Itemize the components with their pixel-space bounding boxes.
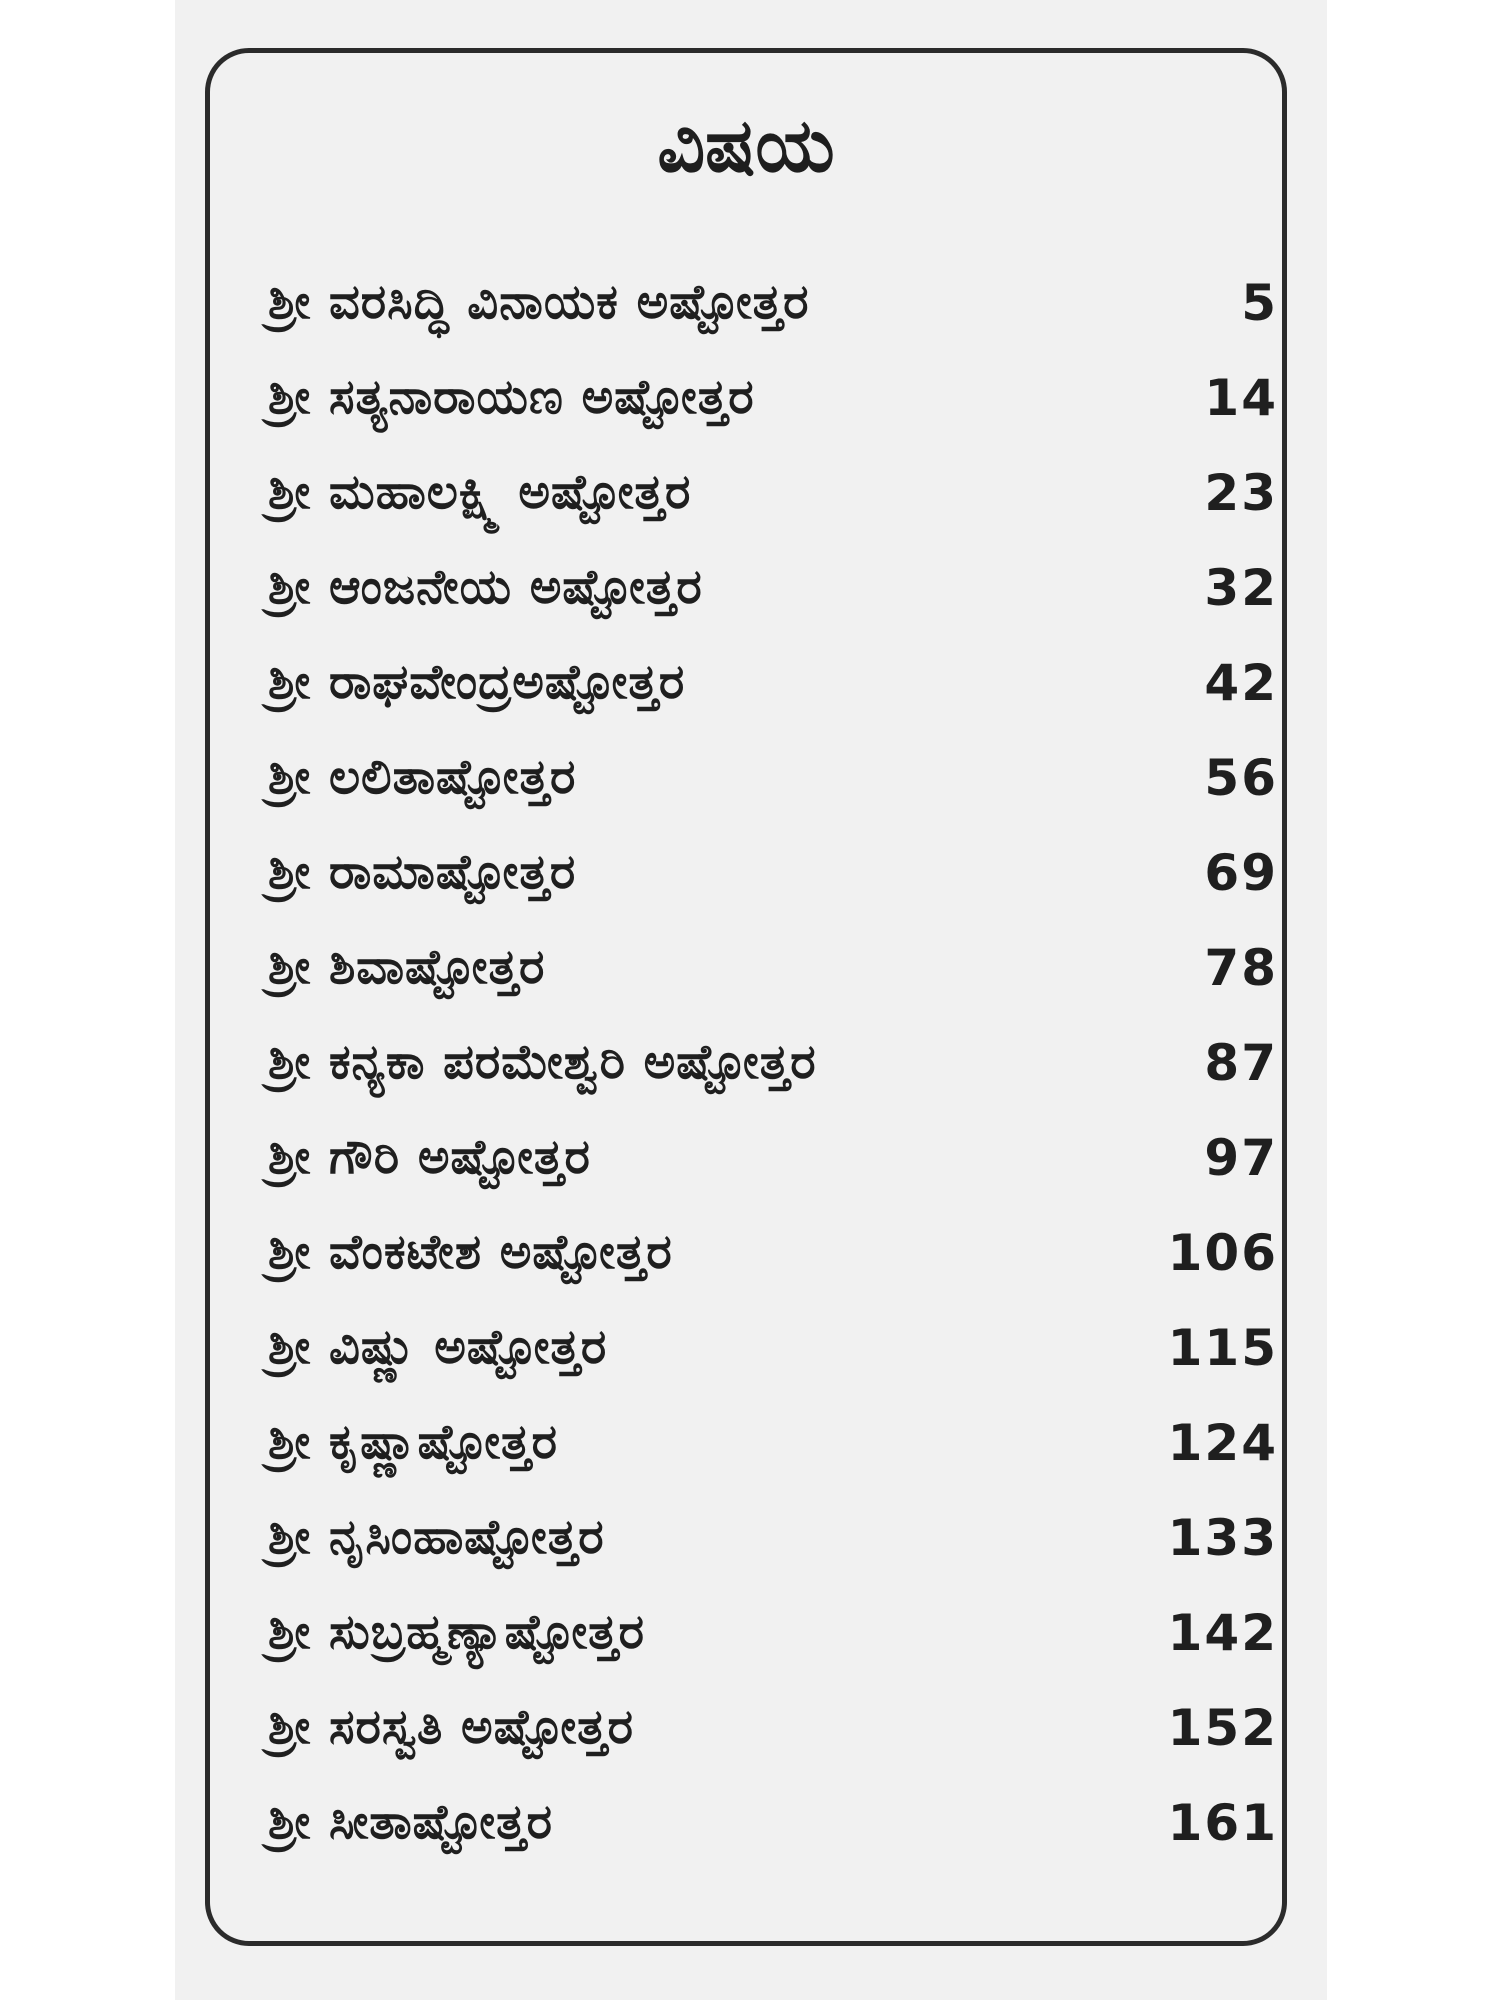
toc-entry: [268, 540, 1278, 635]
toc-entry-page: 5: [1241, 273, 1278, 332]
toc-entry: [268, 1110, 1278, 1205]
toc-entry: [268, 1490, 1278, 1585]
toc-entry-title: ಶ್ರೀ ಸರಸ್ವತಿ ಅಷ್ಟೋತ್ತರ: [268, 1699, 635, 1755]
toc-entry-page: 152: [1167, 1698, 1278, 1757]
toc-entry-title: ಶ್ರೀ ನೃಸಿಂಹಾಷ್ಟೋತ್ತರ: [268, 1509, 605, 1565]
toc-entry-page: 115: [1167, 1318, 1278, 1377]
toc-entry-title: ಶ್ರೀ ಆಂಜನೇಯ ಅಷ್ಟೋತ್ತರ: [268, 559, 703, 615]
contents-frame: [205, 48, 1287, 1946]
toc-entry-page: 78: [1204, 938, 1278, 997]
toc-entry-page: 69: [1204, 843, 1278, 902]
toc-entry: [268, 1300, 1278, 1395]
toc-entry-page: 133: [1167, 1508, 1278, 1567]
toc-entry: [268, 445, 1278, 540]
toc-entry-page: 14: [1204, 368, 1278, 427]
toc-entry-page: 42: [1204, 653, 1278, 712]
toc-entry-page: 56: [1204, 748, 1278, 807]
toc-entry: [268, 1015, 1278, 1110]
toc-entry-page: 97: [1204, 1128, 1278, 1187]
toc-entry-title: ಶ್ರೀ ಶಿವಾಷ್ಟೋತ್ತರ: [268, 939, 546, 995]
toc-entry: [268, 825, 1278, 920]
toc-entry-title: ಶ್ರೀ ವೆಂಕಟೇಶ ಅಷ್ಟೋತ್ತರ: [268, 1224, 673, 1280]
toc-entry: [268, 635, 1278, 730]
toc-entry: [268, 730, 1278, 825]
toc-entry-title: ಶ್ರೀ ರಾಮಾಷ್ಟೋತ್ತರ: [268, 844, 577, 900]
toc-entry: [268, 1775, 1278, 1870]
toc-entry-title: ಶ್ರೀ ಮಹಾಲಕ್ಷ್ಮಿ ಅಷ್ಟೋತ್ತರ: [268, 464, 692, 520]
toc-entry-page: 124: [1167, 1413, 1278, 1472]
book-page: [175, 0, 1327, 2000]
toc-entry-page: 87: [1204, 1033, 1278, 1092]
toc-entry: [268, 1205, 1278, 1300]
toc-entry: [268, 350, 1278, 445]
toc-entry-page: 142: [1167, 1603, 1278, 1662]
toc-entry: [268, 1585, 1278, 1680]
toc-entry-page: 23: [1204, 463, 1278, 522]
toc-entry-page: 106: [1167, 1223, 1278, 1282]
page-title: ವಿಷಯ: [657, 103, 835, 189]
contents-list: [268, 255, 1278, 1870]
toc-entry-title: ಶ್ರೀ ಸುಬ್ರಹ್ಮಣ್ಯಾಷ್ಟೋತ್ತರ: [268, 1604, 646, 1660]
toc-entry-title: ಶ್ರೀ ವಿಷ್ಣು ಅಷ್ಟೋತ್ತರ: [268, 1319, 608, 1375]
toc-entry: [268, 1680, 1278, 1775]
toc-entry-title: ಶ್ರೀ ಸತ್ಯನಾರಾಯಣ ಅಷ್ಟೋತ್ತರ: [268, 369, 755, 425]
toc-entry-title: ಶ್ರೀ ಕನ್ಯಕಾ ಪರಮೇಶ್ವರಿ ಅಷ್ಟೋತ್ತರ: [268, 1034, 817, 1090]
toc-entry-page: 161: [1167, 1793, 1278, 1852]
toc-entry-title: ಶ್ರೀ ಲಲಿತಾಷ್ಟೋತ್ತರ: [268, 749, 577, 805]
toc-entry-title: ಶ್ರೀ ರಾಘವೇಂದ್ರಅಷ್ಟೋತ್ತರ: [268, 654, 686, 710]
toc-entry: [268, 920, 1278, 1015]
toc-entry-title: ಶ್ರೀ ಸೀತಾಷ್ಟೋತ್ತರ: [268, 1794, 554, 1850]
toc-entry: [268, 255, 1278, 350]
toc-entry-title: ಶ್ರೀ ವರಸಿದ್ಧಿ ವಿನಾಯಕ ಅಷ್ಟೋತ್ತರ: [268, 274, 810, 330]
toc-entry-title: ಶ್ರೀ ಗೌರಿ ಅಷ್ಟೋತ್ತರ: [268, 1129, 591, 1185]
toc-entry: [268, 1395, 1278, 1490]
toc-entry-page: 32: [1204, 558, 1278, 617]
toc-entry-title: ಶ್ರೀ ಕೃಷ್ಣಾಷ್ಟೋತ್ತರ: [268, 1414, 558, 1470]
